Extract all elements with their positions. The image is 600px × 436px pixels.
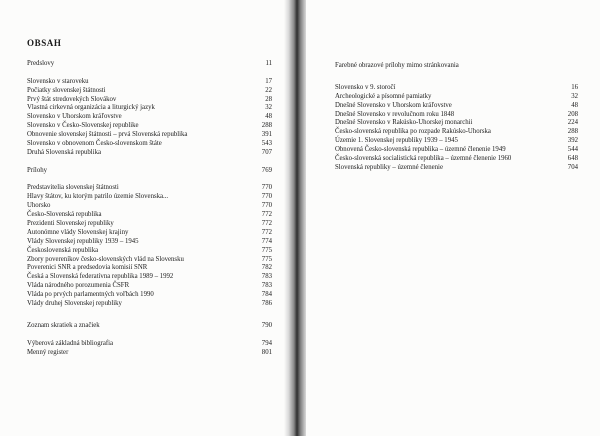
toc-entry-label: Uhorsko <box>27 202 51 210</box>
toc-entry-page-number: 392 <box>567 137 578 145</box>
toc-entry-label: Druhá Slovenská republika <box>27 148 101 156</box>
toc-entry <box>335 137 578 146</box>
toc-spacer <box>335 71 578 84</box>
toc-entry <box>27 238 272 247</box>
toc-entry <box>335 119 578 128</box>
toc-entry-page-number: 772 <box>261 211 272 219</box>
toc-entry-page-number: 770 <box>261 193 272 201</box>
toc-entry-page-number: 28 <box>265 95 272 103</box>
toc-entry <box>27 340 272 349</box>
toc-entry-page-number: 775 <box>261 255 272 263</box>
toc-entry-page-number: 782 <box>261 264 272 272</box>
toc-entry-label: Česká a Slovenská federatívna republika 1989 – 1992 <box>27 273 174 281</box>
toc-entry-label: Česko-Slovenská republika <box>27 211 102 219</box>
toc-entry-page-number: 794 <box>261 339 272 347</box>
toc-entry <box>27 87 272 96</box>
toc-entry <box>27 140 272 149</box>
toc-entry <box>335 146 578 155</box>
toc-spacer <box>27 69 272 78</box>
toc-entry <box>335 155 578 164</box>
toc-entry <box>335 164 578 173</box>
toc-spacer <box>27 309 272 322</box>
toc-entry-label: Slovensko v obnovenom Česko-slovenskom štáte <box>27 140 162 148</box>
toc-entry <box>27 291 272 300</box>
toc-spacer <box>27 176 272 185</box>
toc-entry-page-number: 786 <box>261 300 272 308</box>
toc-entry <box>27 193 272 202</box>
toc-entry-page-number: 783 <box>261 282 272 290</box>
color-plates-list <box>335 62 578 173</box>
toc-entry-page-number: 774 <box>261 237 272 245</box>
toc-entry-page-number: 17 <box>265 77 272 85</box>
toc-entry <box>335 111 578 120</box>
toc-entry-label: Česko-slovenská socialistická republika – územné členenie 1960 <box>335 155 512 163</box>
toc-spacer <box>27 158 272 167</box>
toc-entry-label: Zbory povereníkov česko-slovenských vlád na Slovensku <box>27 255 184 263</box>
toc-entry-label: Autonómne vlády Slovenskej krajiny <box>27 228 129 236</box>
toc-entry <box>27 131 272 140</box>
toc-entry <box>27 282 272 291</box>
toc-entry-page-number: 32 <box>265 104 272 112</box>
toc-entry-page-number: 288 <box>261 122 272 130</box>
toc-entry-label: Poverenici SNR a predsedovia komisií SNR <box>27 264 148 272</box>
toc-entry <box>27 122 272 131</box>
toc-entry-page-number: 288 <box>567 128 578 136</box>
toc-entry <box>335 128 578 137</box>
plates-heading <box>335 62 578 71</box>
toc-entry-page-number: 11 <box>265 60 272 67</box>
toc-entry-label: Slovensko v staroveku <box>27 77 89 85</box>
toc-entry-page-number: 772 <box>261 220 272 228</box>
toc-entry-label: Počiatky slovenskej štátnosti <box>27 86 106 94</box>
toc-entry-label: Vlády Slovenskej republiky 1939 – 1945 <box>27 237 139 245</box>
toc-entry-label: Československá republika <box>27 246 99 254</box>
toc-entry-page-number: 707 <box>261 148 272 156</box>
toc-entry-label: Hlavy štátov, ku ktorým patrilo územie Slovenska... <box>27 193 169 201</box>
toc-entry <box>27 104 272 113</box>
toc-entry <box>27 60 272 69</box>
toc-entry-label: Slovensko v Česko-Slovenskej republike <box>27 122 139 130</box>
toc-entry-page-number: 32 <box>571 92 578 100</box>
toc-entry-label: Výberová základná bibliografia <box>27 339 114 347</box>
toc-entry <box>27 322 272 331</box>
toc-entry <box>27 78 272 87</box>
toc-entry <box>27 167 272 176</box>
toc-entry-page-number: 48 <box>265 113 272 121</box>
toc-entry-page-number: 801 <box>261 348 272 356</box>
toc-entry-label: Prílohy <box>27 166 48 174</box>
toc-entry <box>27 220 272 229</box>
toc-entry-label: Česko-slovenská republika po rozpade Rakúsko-Uhorska <box>335 128 491 136</box>
toc-entry-label: Vlastná cirkevná organizácia a liturgický jazyk <box>27 104 155 112</box>
toc-entry <box>27 300 272 309</box>
toc-entry-page-number: 16 <box>571 83 578 91</box>
toc-entry-page-number: 543 <box>261 140 272 148</box>
toc-entry <box>335 93 578 102</box>
toc-entry-page-number: 224 <box>567 119 578 127</box>
toc-entry-label: Vlády druhej Slovenskej republiky <box>27 300 122 308</box>
toc-entry-page-number: 704 <box>567 163 578 171</box>
toc-entry-label: Menný register <box>27 348 69 356</box>
toc-entry-label: Územie 1. Slovenskej republiky 1939 – 1945 <box>335 137 458 145</box>
toc-entry-page-number: 769 <box>261 166 272 174</box>
toc-entry-label: Slovensko v Uhorskom kráľovstve <box>27 113 122 121</box>
toc-entry-page-number: 783 <box>261 273 272 281</box>
toc-entry <box>27 113 272 122</box>
toc-spacer <box>27 331 272 340</box>
toc-entry-label: Dnešné Slovensko v Uhorskom kráľovstve <box>335 101 452 109</box>
toc-entry-page-number: 48 <box>571 101 578 109</box>
toc-entry <box>27 184 272 193</box>
toc-entry-page-number: 648 <box>567 155 578 163</box>
toc-entry-page-number: 784 <box>261 291 272 299</box>
toc-entry-label: Obnovenie slovenskej štátnosti – prvá Slovenská republika <box>27 131 188 139</box>
toc-entry <box>27 229 272 238</box>
toc-entry-page-number: 770 <box>261 202 272 210</box>
table-of-contents <box>27 60 272 358</box>
toc-entry-label: Zoznam skratiek a značiek <box>27 321 100 329</box>
toc-entry <box>27 211 272 220</box>
toc-entry-page-number: 391 <box>261 131 272 139</box>
toc-entry <box>335 84 578 93</box>
toc-entry-label: Prvý štát stredovekých Slovákov <box>27 95 117 103</box>
toc-entry-label: Vláda národného porozumenia ČSFR <box>27 282 130 290</box>
toc-entry-page-number: 770 <box>261 184 272 192</box>
toc-entry-label: Predstavitelia slovenskej štátnosti <box>27 184 119 192</box>
toc-entry-label: Archeologické a písomné pamiatky <box>335 92 432 100</box>
toc-entry <box>335 102 578 111</box>
toc-entry-page-number: 208 <box>567 110 578 118</box>
toc-entry <box>27 247 272 256</box>
toc-entry-label: Predslovy <box>27 60 55 67</box>
toc-entry-label: Prezidenti Slovenskej republiky <box>27 220 114 228</box>
toc-entry-label: Dnešné Slovensko v Rakúsko-Uhorskej monarchii <box>335 119 473 127</box>
toc-entry <box>27 256 272 265</box>
toc-entry-page-number: 775 <box>261 246 272 254</box>
toc-entry-label: Slovensko v 9. storočí <box>335 83 396 91</box>
toc-entry <box>27 149 272 158</box>
toc-entry-page-number: 772 <box>261 228 272 236</box>
toc-entry-label: Slovenská republiky – územné členenie <box>335 163 443 171</box>
toc-entry-label: Dnešné Slovensko v revolučnom roku 1848 <box>335 110 455 118</box>
toc-entry-page-number: 544 <box>567 146 578 154</box>
toc-entry-page-number: 22 <box>265 86 272 94</box>
contents-title: OBSAH <box>27 38 62 48</box>
toc-entry-page-number: 790 <box>261 321 272 329</box>
plates-heading-text: Farebné obrazové prílohy mimo stránkovania <box>335 62 459 69</box>
toc-entry <box>27 96 272 105</box>
toc-entry-label: Obnovená Česko-slovenská republika – územné členenie 1949 <box>335 146 506 154</box>
toc-entry <box>27 202 272 211</box>
toc-entry-label: Vláda po prvých parlamentných voľbách 1990 <box>27 291 154 299</box>
toc-entry <box>27 273 272 282</box>
toc-entry <box>27 349 272 358</box>
